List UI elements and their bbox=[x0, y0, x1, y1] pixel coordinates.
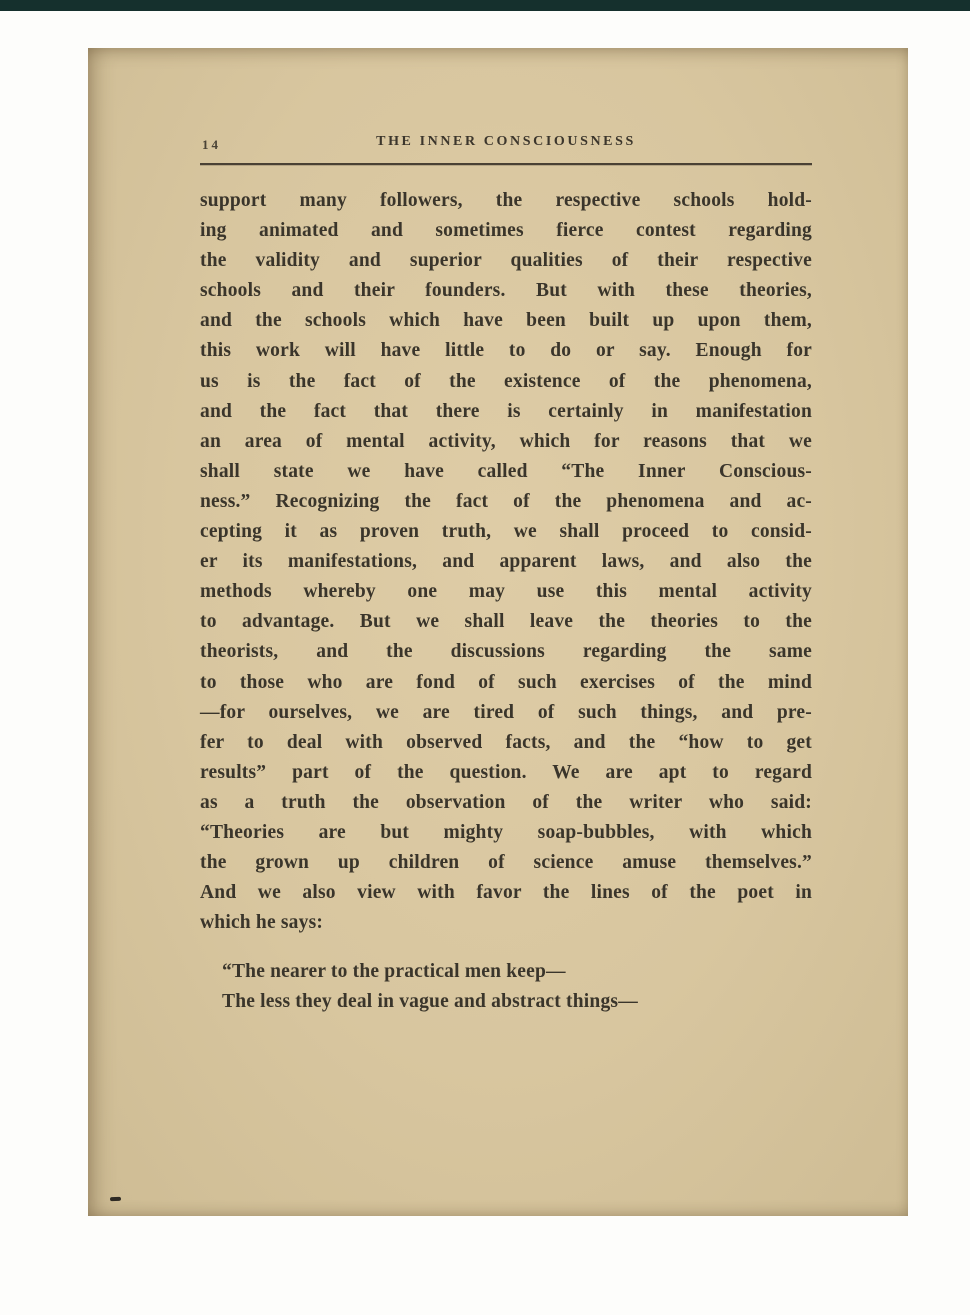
running-title: THE INNER CONSCIOUSNESS bbox=[376, 134, 636, 149]
body-line: the grown up children of science amuse themselves.” bbox=[200, 852, 812, 874]
scan-smudge bbox=[110, 1197, 121, 1202]
body-line: ing animated and sometimes fierce contest regarding bbox=[200, 220, 812, 242]
verse-line: “The nearer to the practical men keep— bbox=[222, 961, 566, 983]
body-line: shall state we have called “The Inner Conscious- bbox=[200, 460, 812, 482]
body-line: as a truth the observation of the writer who said: bbox=[200, 791, 812, 813]
body-line: theorists, and the discussions regarding the same bbox=[200, 641, 812, 663]
body-last-line: which he says: bbox=[200, 912, 324, 934]
body-line: schools and their founders. But with these theories, bbox=[200, 280, 812, 302]
body-line: And we also view with favor the lines of the poet in bbox=[200, 882, 812, 904]
body-line: —for ourselves, we are tired of such things, and pre- bbox=[200, 701, 812, 723]
verse-line: The less they deal in vague and abstract things— bbox=[222, 991, 638, 1013]
body-line: and the schools which have been built up upon them, bbox=[200, 310, 812, 332]
body-line: and the fact that there is certainly in manifestation bbox=[200, 400, 812, 422]
body-line: to those who are fond of such exercises of the mind bbox=[200, 671, 812, 693]
body-line: er its manifestations, and apparent laws, and also the bbox=[200, 551, 812, 573]
verse bbox=[200, 957, 812, 1017]
body-line: this work will have little to do or say. Enough for bbox=[200, 340, 812, 362]
page-number: 14 bbox=[202, 137, 221, 152]
body-line: fer to deal with observed facts, and the “how to get bbox=[200, 731, 812, 753]
body-line: results” part of the question. We are apt to regard bbox=[200, 761, 812, 783]
page-header bbox=[200, 134, 812, 156]
body-line: ness.” Recognizing the fact of the phenomena and ac- bbox=[200, 490, 812, 512]
body-line: the validity and superior qualities of their respective bbox=[200, 250, 812, 272]
body-text bbox=[200, 186, 812, 908]
header-rule bbox=[200, 163, 812, 165]
body-line: to advantage. But we shall leave the theories to the bbox=[200, 611, 812, 633]
body-line: cepting it as proven truth, we shall proceed to consid- bbox=[200, 521, 812, 543]
body-line: “Theories are but mighty soap-bubbles, with which bbox=[200, 821, 812, 843]
body-line: us is the fact of the existence of the phenomena, bbox=[200, 370, 812, 392]
scan-edge-strip bbox=[0, 0, 970, 11]
body-line: an area of mental activity, which for reasons that we bbox=[200, 430, 812, 452]
text-block bbox=[200, 134, 812, 1018]
book-page bbox=[88, 48, 908, 1216]
body-line: support many followers, the respective schools hold- bbox=[200, 190, 812, 211]
body-line: methods whereby one may use this mental activity bbox=[200, 581, 812, 603]
